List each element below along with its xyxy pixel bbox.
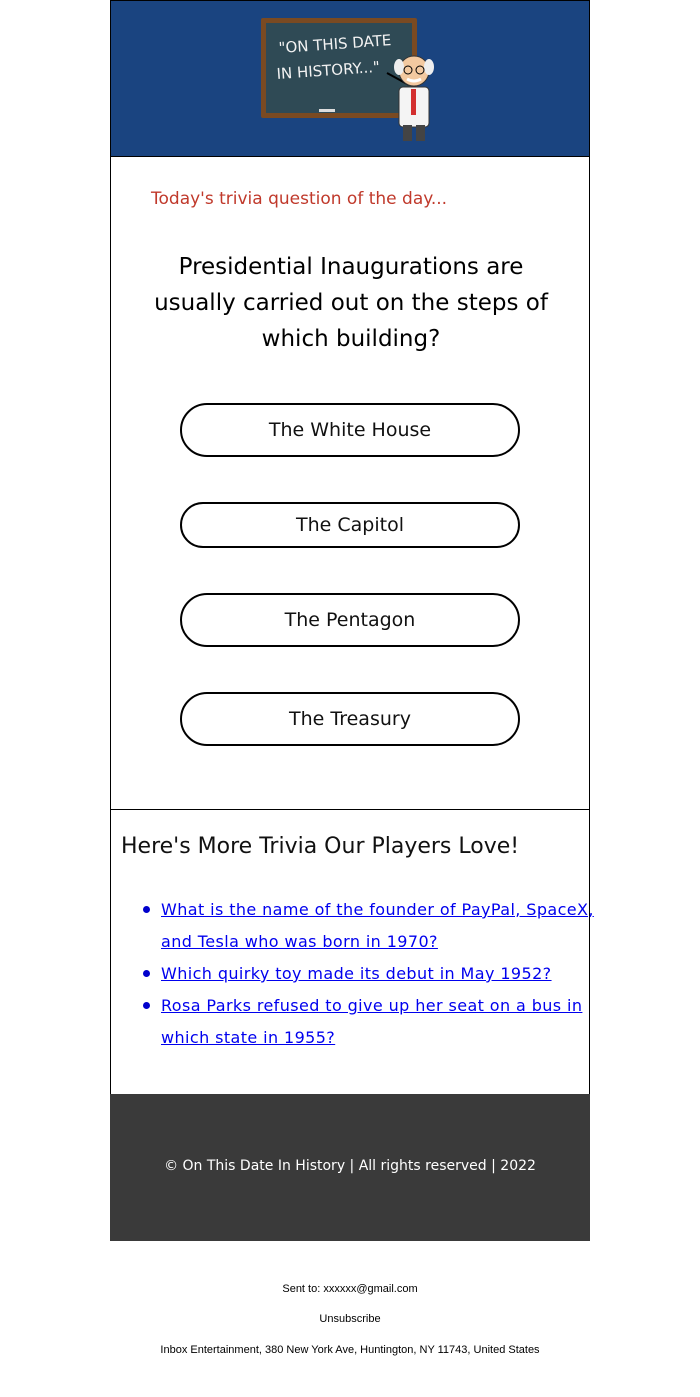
answer-button-capitol[interactable]: The Capitol: [180, 502, 520, 548]
trivia-kicker: Today's trivia question of the day...: [151, 189, 448, 209]
copyright-text: © On This Date In History | All rights reserved | 2022: [164, 1158, 536, 1174]
answer-button-treasury[interactable]: The Treasury: [180, 692, 520, 746]
trivia-question: Presidential Inaugurations are usually carried out on the steps of which building?: [154, 254, 548, 352]
email-footer: [110, 1094, 590, 1241]
sender-address: Inbox Entertainment, 380 New York Ave, Huntington, NY 11743, United States: [160, 1344, 540, 1356]
email-header: [110, 0, 590, 157]
trivia-link-paypal-founder[interactable]: What is the name of the founder of PayPal, SpaceX, and Tesla who was born in 1970?: [161, 900, 594, 951]
trivia-link-rosa-parks[interactable]: Rosa Parks refused to give up her seat on a bus in which state in 1955?: [161, 996, 583, 1047]
trivia-link-quirky-toy[interactable]: Which quirky toy made its debut in May 1952?: [161, 964, 552, 983]
answer-button-white-house[interactable]: The White House: [180, 403, 520, 457]
more-trivia-list: [121, 894, 611, 1054]
svg-text:IN HISTORY...": IN HISTORY...": [276, 57, 381, 83]
svg-text:"ON THIS DATE: "ON THIS DATE: [278, 31, 392, 57]
on-this-date-logo: [259, 15, 444, 145]
more-trivia-section: [110, 810, 594, 1094]
more-trivia-title: Here's More Trivia Our Players Love!: [121, 834, 520, 859]
list-item: [161, 894, 611, 958]
list-item: [161, 958, 611, 990]
email-container: [110, 0, 594, 1241]
list-item: [161, 990, 611, 1054]
unsubscribe-link[interactable]: Unsubscribe: [319, 1313, 381, 1325]
trivia-section: [110, 157, 590, 810]
sent-to-text: Sent to: xxxxxx@gmail.com: [282, 1283, 418, 1295]
answer-button-pentagon[interactable]: The Pentagon: [180, 593, 520, 647]
